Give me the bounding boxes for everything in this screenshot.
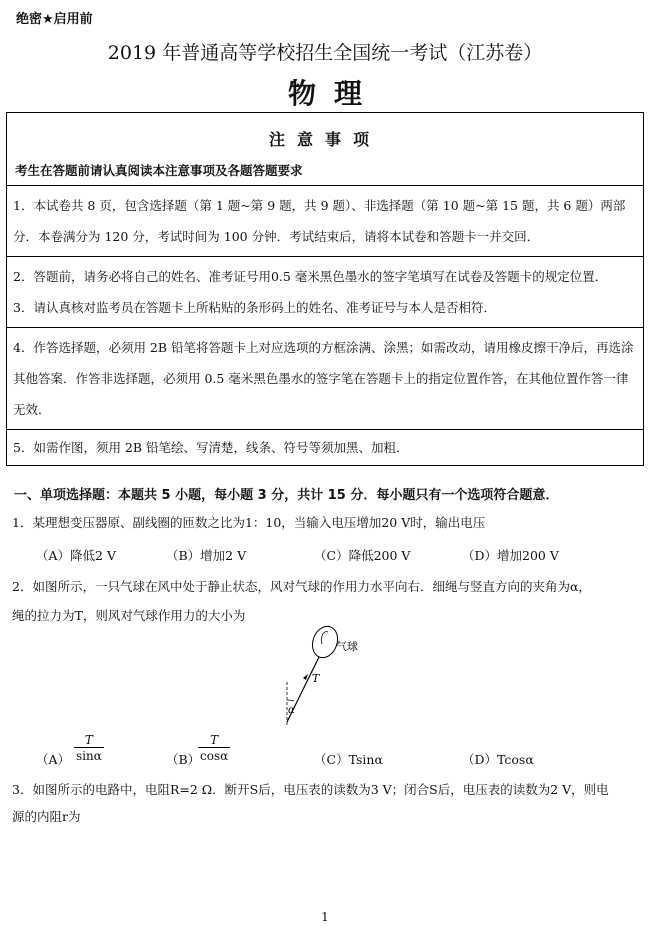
question-2-stem-line1: 2．如图所示，一只气球在风中处于静止状态，风对气球的作用力水平向右．细绳与竖直方向的夹角为α， [12, 579, 591, 594]
section-heading: 一、单项选择题：本题共 5 小题，每小题 3 分，共计 15 分．每小题只有一个选项符合题意． [14, 488, 559, 503]
notice-title: 注意事项 [268, 130, 381, 149]
q2-option-b-prefix: （B） [166, 752, 201, 767]
subject-title: 物理 [287, 77, 380, 110]
q2-option-d: （D）Tcosα [462, 752, 534, 767]
q2-option-a-numerator: T [84, 733, 93, 747]
notice-item-1: 1．本试卷共 8 页，包含选择题（第 1 题~第 9 题，共 9 题）、非选择题（第 10 题~第 15 题，共 6 题）两部分．本卷满分为 120 分，考试时间为 100 分钟．考试结束后，请将本试卷和答题卡一并交回． [7, 186, 643, 257]
q2-option-b-denominator: cosα [200, 749, 229, 763]
notice-group-2-3 [7, 257, 643, 328]
tension-label: T [312, 672, 320, 685]
confidential-label: 绝密★启用前 [16, 12, 93, 27]
tension-arrow-head [303, 674, 308, 680]
q2-option-b-numerator: T [210, 733, 219, 747]
angle-label: α [288, 705, 295, 716]
balloon-figure [270, 622, 380, 732]
question-2-stem-line2: 绳的拉力为T，则风对气球作用力的大小为 [12, 608, 246, 623]
notice-subtitle: 考生在答题前请认真阅读本注意事项及各题答题要求 [15, 163, 303, 178]
balloon-highlight [321, 632, 328, 644]
page-number: 1 [321, 910, 329, 924]
notice-box [6, 112, 644, 466]
exam-title: 2019 年普通高等学校招生全国统一考试（江苏卷） [107, 42, 543, 64]
balloon-label: 气球 [336, 640, 358, 653]
question-3-stem-line2: 源的内阻r为 [12, 809, 81, 824]
q2-option-b-fraction [198, 733, 230, 764]
q1-option-a: （A）降低2 V [36, 548, 116, 563]
q2-option-a-denominator: sinα [76, 749, 102, 763]
q1-option-d: （D）增加200 V [462, 548, 559, 563]
q2-option-a-fraction [74, 733, 104, 764]
notice-item-4: 4．作答选择题，必须用 2B 铅笔将答题卡上对应选项的方框涂满、涂黑；如需改动，请用橡皮擦干净后，再选涂其他答案．作答非选择题，必须用 0.5 毫米黑色墨水的签字笔在答题卡上的指定位置作答，在其他位置作答一律无效． [7, 328, 643, 430]
notice-header [7, 113, 643, 186]
q2-option-a-prefix: （A） [36, 752, 71, 767]
notice-item-5: 5．如需作图，须用 2B 铅笔绘、写清楚，线条、符号等须加黑、加粗． [13, 440, 409, 455]
q2-option-c: （C）Tsinα [314, 752, 383, 767]
notice-item-2: 2．答题前，请务必将自己的姓名、准考证号用0.5 毫米黑色墨水的签字笔填写在试卷及答题卡的规定位置． [13, 269, 608, 284]
question-3-stem-line1: 3．如图所示的电路中，电阻R=2 Ω．断开S后，电压表的读数为3 V；闭合S后，电压表的读数为2 V，则电 [12, 782, 609, 797]
notice-item-3: 3．请认真核对监考员在答题卡上所粘贴的条形码上的姓名、准考证号与本人是否相符． [13, 300, 496, 315]
question-1-stem: 1．某理想变压器原、副线圈的匝数之比为1：10，当输入电压增加20 V时，输出电压 [12, 515, 486, 530]
q1-option-b: （B）增加2 V [166, 548, 247, 563]
angle-arc [287, 700, 294, 701]
q1-option-c: （C）降低200 V [314, 548, 411, 563]
